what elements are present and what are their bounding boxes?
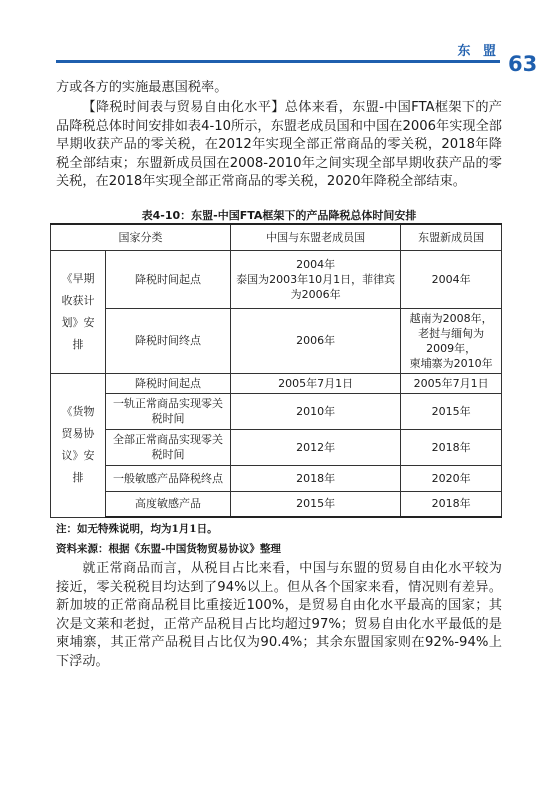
cell-new-line: 越南为2008年， [409, 311, 493, 325]
cell-old: 2010年 [231, 393, 401, 429]
cell-new-line: 老挝与缅甸为2009年， [418, 326, 485, 355]
header-category: 国家分类 [51, 224, 231, 250]
table-source: 资料来源：根据《东盟-中国货物贸易协议》整理 [56, 543, 281, 555]
table-row [51, 250, 502, 308]
group-early-harvest: 《早期收获计划》安排 [51, 250, 106, 373]
table-note: 注：如无特殊说明，均为1月1日。 [56, 523, 218, 535]
row-item: 降税时间起点 [106, 373, 231, 393]
header-new-members: 东盟新成员国 [401, 224, 502, 250]
cell-old: 2018年 [231, 465, 401, 491]
table-row [51, 393, 502, 429]
cell-new-line: 柬埔寨为2010年 [409, 356, 493, 370]
row-item: 全部正常商品实现零关税时间 [106, 429, 231, 465]
cell-new: 2018年 [401, 491, 502, 517]
table-row [51, 491, 502, 517]
cell-new: 2004年 [401, 250, 502, 308]
header-old-members: 中国与东盟老成员国 [231, 224, 401, 250]
row-item: 一轨正常商品实现零关税时间 [106, 393, 231, 429]
running-header-section: 东 盟 [457, 44, 500, 59]
row-item: 一般敏感产品降税终点 [106, 465, 231, 491]
cell-old: 2015年 [231, 491, 401, 517]
page-number: 63 [508, 52, 538, 76]
cell-new: 2020年 [401, 465, 502, 491]
group-goods-trade: 《货物贸易协议》安排 [51, 373, 106, 517]
table-row [51, 308, 502, 373]
cell-old: 2012年 [231, 429, 401, 465]
row-item: 高度敏感产品 [106, 491, 231, 517]
row-item: 降税时间起点 [106, 250, 231, 308]
paragraph-liberalization: 就正常商品而言，从税目占比来看，中国与东盟的贸易自由化水平较为接近，零关税税目均达到了94%以上。但从各个国家来看，情况则有差异。新加坡的正常商品税目比重接近100%，是贸易自由化水平最高的国家；其次是文莱和老挝，正常产品税目占比均超过97%；贸易自由化水平最低的是柬埔寨，其正常产品税目占比仅为90.4%；其余东盟国家则在92%-94%上下浮动。 [56, 561, 502, 669]
table-title: 表4-10：东盟-中国FTA框架下的产品降税总体时间安排 [141, 209, 417, 222]
cell-new: 2005年7月1日 [401, 373, 502, 393]
cell-new: 2015年 [401, 393, 502, 429]
cell-new: 2018年 [401, 429, 502, 465]
cell-old-line: 2004年 [296, 257, 336, 271]
row-item: 降税时间终点 [106, 308, 231, 373]
paragraph-intro: 方或各方的实施最惠国税率。 [56, 80, 228, 95]
cell-new [401, 308, 502, 373]
cell-old: 2006年 [231, 308, 401, 373]
table-row [51, 429, 502, 465]
table-row [51, 373, 502, 393]
table-header-row [51, 224, 502, 250]
paragraph-schedule: 【降税时间表与贸易自由化水平】总体来看，东盟-中国FTA框架下的产品降税总体时间安排如表4-10所示，东盟老成员国和中国在2006年实现全部早期收获产品的零关税，在2012年实现全部正常商品的零关税，2018年降税全部结束；东盟新成员国在2008-2010年之间实现全部早期收获产品的零关税，在2018年实现全部正常商品的零关税，2020年降税全部结束。 [56, 100, 502, 190]
cell-old: 2005年7月1日 [231, 373, 401, 393]
cell-old-line: 泰国为2003年10月1日，菲律宾为2006年 [236, 272, 396, 301]
cell-old [231, 250, 401, 308]
tariff-schedule-table [50, 223, 502, 518]
header-rule [56, 60, 500, 63]
table-row [51, 465, 502, 491]
